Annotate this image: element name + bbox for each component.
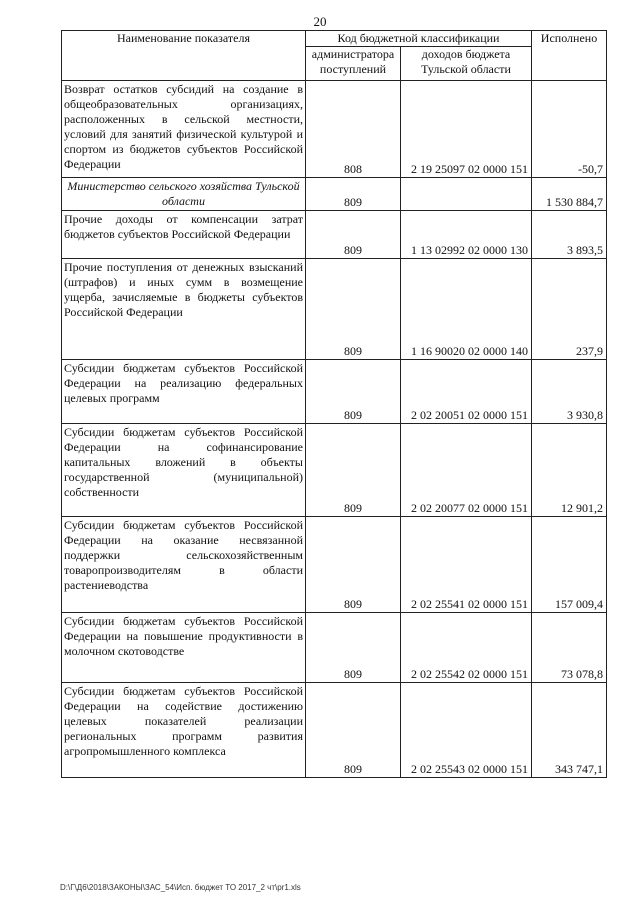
row-amount: 237,9 xyxy=(532,259,607,360)
row-name: Прочие доходы от компенсации затрат бюджетов субъектов Российской Федерации xyxy=(62,211,306,259)
table-row xyxy=(62,81,607,178)
row-admin-code: 809 xyxy=(306,178,401,211)
row-income-code: 2 02 20077 02 0000 151 xyxy=(401,424,532,517)
row-income-code: 2 02 25542 02 0000 151 xyxy=(401,613,532,683)
row-amount: 3 893,5 xyxy=(532,211,607,259)
row-admin-code: 809 xyxy=(306,211,401,259)
row-name: Субсидии бюджетам субъектов Российской Федерации на софинансирование капитальных вложений в объекты государственной (муниципальной) собственности xyxy=(62,424,306,517)
row-income-code: 1 13 02992 02 0000 130 xyxy=(401,211,532,259)
header-name: Наименование показателя xyxy=(62,31,306,81)
row-amount: -50,7 xyxy=(532,81,607,178)
revenue-table xyxy=(61,30,607,778)
table-row xyxy=(62,360,607,424)
row-admin-code: 809 xyxy=(306,683,401,778)
row-income-code: 2 02 20051 02 0000 151 xyxy=(401,360,532,424)
table-row xyxy=(62,211,607,259)
row-amount: 343 747,1 xyxy=(532,683,607,778)
table-row xyxy=(62,259,607,360)
row-income-code: 2 02 25541 02 0000 151 xyxy=(401,517,532,613)
row-name: Субсидии бюджетам субъектов Российской Федерации на повышение продуктивности в молочном скотоводстве xyxy=(62,613,306,683)
row-admin-code: 808 xyxy=(306,81,401,178)
row-amount: 157 009,4 xyxy=(532,517,607,613)
file-path-footer: D:\Г\Д6\2018\ЗАКОНЫ\ЗАС_54\Исп. бюджет ТО 2017_2 чт\pr1.xls xyxy=(60,883,301,892)
row-admin-code: 809 xyxy=(306,259,401,360)
row-amount: 12 901,2 xyxy=(532,424,607,517)
row-admin-code: 809 xyxy=(306,424,401,517)
table-row xyxy=(62,424,607,517)
table-body xyxy=(62,81,607,778)
row-name: Субсидии бюджетам субъектов Российской Федерации на содействие достижению целевых показателей реализации региональных программ развития агропромышленного комплекса xyxy=(62,683,306,778)
row-amount: 1 530 884,7 xyxy=(532,178,607,211)
table-row xyxy=(62,613,607,683)
row-amount: 3 930,8 xyxy=(532,360,607,424)
header-executed: Исполнено xyxy=(532,31,607,81)
row-admin-code: 809 xyxy=(306,517,401,613)
row-name: Прочие поступления от денежных взысканий (штрафов) и иных сумм в возмещение ущерба, зачисляемые в бюджеты субъектов Российской Федерации xyxy=(62,259,306,360)
row-income-code xyxy=(401,178,532,211)
row-income-code: 1 16 90020 02 0000 140 xyxy=(401,259,532,360)
row-name: Субсидии бюджетам субъектов Российской Федерации на оказание несвязанной поддержки сельскохозяйственным товаропроизводителям в области растениеводства xyxy=(62,517,306,613)
header-budget-code: Код бюджетной классификации xyxy=(306,31,532,47)
table-row xyxy=(62,178,607,211)
row-admin-code: 809 xyxy=(306,613,401,683)
row-name: Возврат остатков субсидий на создание в общеобразовательных организациях, расположенных в сельской местности, условий для занятий физической культурой и спортом из бюджетов субъектов Российской Федерации xyxy=(62,81,306,178)
page-number: 20 xyxy=(313,14,327,29)
header-income: доходов бюджета Тульской области xyxy=(401,47,532,81)
table-row xyxy=(62,683,607,778)
row-income-code: 2 02 25543 02 0000 151 xyxy=(401,683,532,778)
row-name: Субсидии бюджетам субъектов Российской Федерации на реализацию федеральных целевых программ xyxy=(62,360,306,424)
row-amount: 73 078,8 xyxy=(532,613,607,683)
row-admin-code: 809 xyxy=(306,360,401,424)
table-row xyxy=(62,517,607,613)
row-name: Министерство сельского хозяйства Тульской области xyxy=(62,178,306,211)
row-income-code: 2 19 25097 02 0000 151 xyxy=(401,81,532,178)
header-admin: администратора поступлений xyxy=(306,47,401,81)
